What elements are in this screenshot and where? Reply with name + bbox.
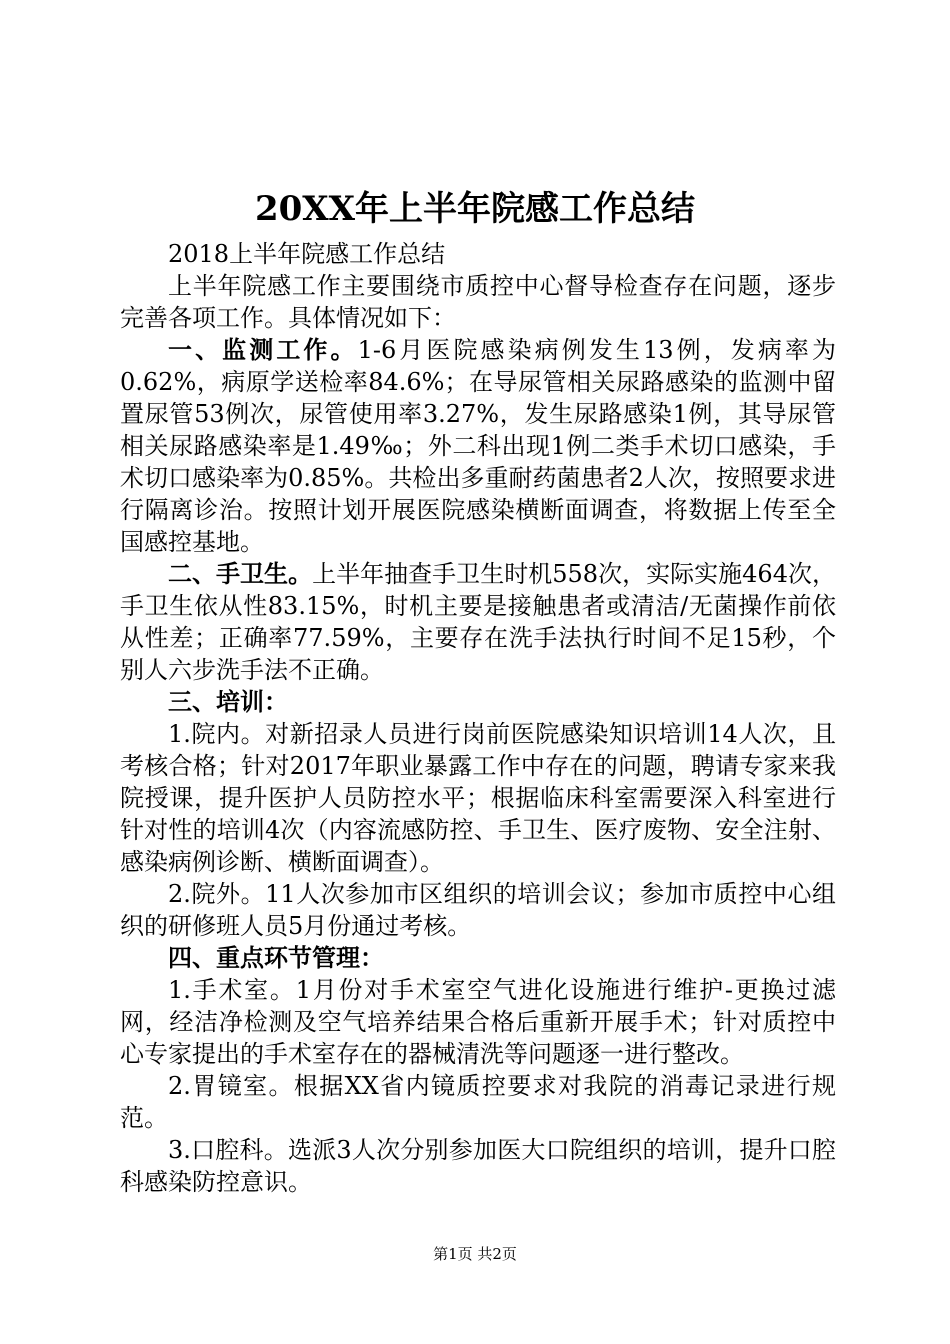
paragraph-stomatology	[120, 1134, 836, 1198]
paragraph-endoscopy	[120, 1070, 836, 1134]
paragraph-text: 2018上半年院感工作总结	[168, 240, 446, 268]
document-title: 20XX年上半年院感工作总结	[254, 189, 696, 229]
paragraph-training-internal	[120, 718, 836, 878]
paragraph-text: 1.院内。对新招录人员进行岗前医院感染知识培训14人次，且考核合格；针对2017年职业暴露工作中存在的问题，聘请专家来我院授课，提升医护人员防控水平；根据临床科室需要深入科室进行针对性的培训4次（内容流感防控、手卫生、医疗废物、安全注射、感染病例诊断、横断面调查）。	[120, 720, 836, 876]
page-footer: 第1页 共2页	[433, 1245, 517, 1263]
paragraph-operating-room	[120, 974, 836, 1070]
paragraph-text: 3.口腔科。选派3人次分别参加医大口院组织的培训，提升口腔科感染防控意识。	[120, 1136, 836, 1196]
paragraph-text: 1-6月医院感染病例发生13例，发病率为0.62%，病原学送检率84.6%；在导尿管相关尿路感染的监测中留置尿管53例次，尿管使用率3.27%，发生尿路感染1例，其导尿管相关尿路感染率是1.49‰；外二科出现1例二类手术切口感染，手术切口感染率为0.85%。共检出多重耐药菌患者2人次，按照要求进行隔离诊治。按照计划开展医院感染横断面调查，将数据上传至全国感控基地。	[120, 336, 837, 556]
paragraph-subtitle	[120, 238, 836, 270]
paragraph-text: 1.手术室。1月份对手术室空气进化设施进行维护-更换过滤网，经洁净检测及空气培养结果合格后重新开展手术；针对质控中心专家提出的手术室存在的器械清洗等问题逐一进行整改。	[120, 976, 836, 1068]
section-heading-hand-hygiene: 二、手卫生。	[168, 559, 313, 588]
section-heading-monitoring: 一、监测工作。	[168, 335, 358, 364]
paragraph-text: 2.院外。11人次参加市区组织的培训会议；参加市质控中心组织的研修班人员5月份通过考核。	[120, 880, 836, 940]
paragraph-text: 2.胃镜室。根据XX省内镜质控要求对我院的消毒记录进行规范。	[120, 1072, 836, 1132]
paragraph-intro	[120, 270, 836, 334]
paragraph-monitoring	[120, 334, 836, 558]
paragraph-text: 上半年抽查手卫生时机558次，实际实施464次，手卫生依从性83.15%，时机主要是接触患者或清洁/无菌操作前依从性差；正确率77.59%，主要存在洗手法执行时间不足15秒，个别人六步洗手法不正确。	[120, 560, 836, 684]
paragraph-training-external	[120, 878, 836, 942]
paragraph-key-links-heading	[120, 942, 836, 974]
document-body	[120, 238, 836, 1198]
section-heading-training: 三、培训：	[168, 687, 288, 716]
paragraph-training-heading	[120, 686, 836, 718]
paragraph-hand-hygiene	[120, 558, 836, 686]
section-heading-key-links: 四、重点环节管理：	[168, 943, 384, 972]
paragraph-text: 上半年院感工作主要围绕市质控中心督导检查存在问题，逐步完善各项工作。具体情况如下：	[120, 272, 836, 332]
